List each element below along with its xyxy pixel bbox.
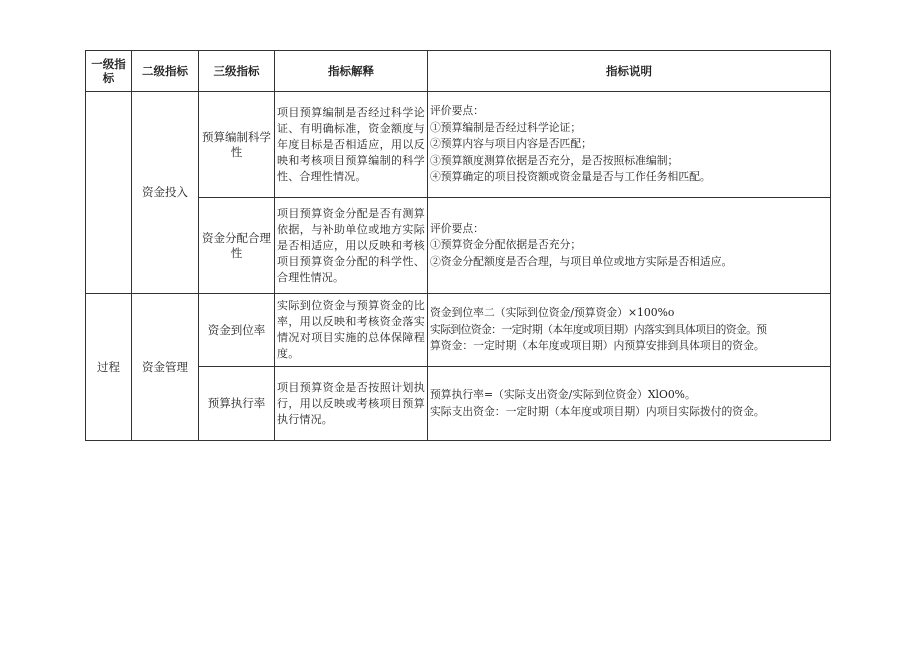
level1-cell: 过程 bbox=[86, 294, 132, 441]
explain-cell: 实际到位资金与预算资金的比率，用以反映和考核资金落实情况对项目实施的总体保障程度。 bbox=[275, 294, 428, 367]
header-row bbox=[86, 51, 831, 92]
header-level3: 三级指标 bbox=[199, 51, 275, 92]
explain-cell: 项目预算编制是否经过科学论证、有明确标准，资金额度与年度目标是否相适应，用以反映和考核项目预算编制的科学性、合理性情况。 bbox=[275, 92, 428, 198]
level3-cell: 预算编制科学性 bbox=[199, 92, 275, 198]
header-note: 指标说明 bbox=[428, 51, 831, 92]
level2-cell: 资金管理 bbox=[132, 294, 199, 441]
note-cell bbox=[428, 294, 831, 367]
table-row bbox=[86, 92, 831, 198]
note-line: 评价要点： bbox=[430, 104, 484, 118]
header-level1: 一级指标 bbox=[86, 51, 132, 92]
header-level2: 二级指标 bbox=[132, 51, 199, 92]
note-line: 算资金：一定时期（本年度或项目期）内预算安排到具体项目的资金。 bbox=[430, 339, 765, 353]
note-line: 实际支出资金：一定时期（本年度或项目期）内项目实际拨付的资金。 bbox=[430, 404, 765, 418]
note-line: 资金到位率二（实际到位资金/预算资金）×100%o bbox=[430, 306, 675, 320]
note-line: 预算执行率=（实际支出资金/实际到位资金）XlO0%。 bbox=[430, 388, 696, 401]
note-line: ②预算内容与项目内容是否匹配； bbox=[430, 137, 592, 151]
level1-cell bbox=[86, 92, 132, 294]
header-explain: 指标解释 bbox=[275, 51, 428, 92]
note-line: ④预算确定的项目投资额或资金量是否与工作任务相匹配。 bbox=[430, 170, 711, 184]
note-cell bbox=[428, 92, 831, 198]
level3-cell: 资金分配合理性 bbox=[199, 198, 275, 294]
explain-cell: 项目预算资金是否按照计划执行，用以反映或考核项目预算执行情况。 bbox=[275, 367, 428, 441]
note-line: 评价要点： bbox=[430, 221, 484, 235]
note-line: ②资金分配额度是否合理，与项目单位或地方实际是否相适应。 bbox=[430, 254, 733, 268]
note-cell bbox=[428, 367, 831, 441]
note-line: ①预算编制是否经过科学论证； bbox=[430, 120, 582, 134]
explain-cell: 项目预算资金分配是否有测算依据，与补助单位或地方实际是否相适应，用以反映和考核项目预算资金分配的科学性、合理性情况。 bbox=[275, 198, 428, 294]
level3-cell: 预算执行率 bbox=[199, 367, 275, 441]
table-row bbox=[86, 294, 831, 367]
note-line: 实际到位资金：一定时期（本年度或项目期）内落实到具体项目的资金。预 bbox=[430, 322, 767, 336]
note-line: ①预算资金分配依据是否充分； bbox=[430, 238, 582, 252]
level3-cell: 资金到位率 bbox=[199, 294, 275, 367]
level2-cell: 资金投入 bbox=[132, 92, 199, 294]
note-line: ③预算额度测算依据是否充分，是否按照标准编制； bbox=[430, 153, 679, 167]
indicator-table bbox=[85, 50, 831, 441]
note-cell bbox=[428, 198, 831, 294]
